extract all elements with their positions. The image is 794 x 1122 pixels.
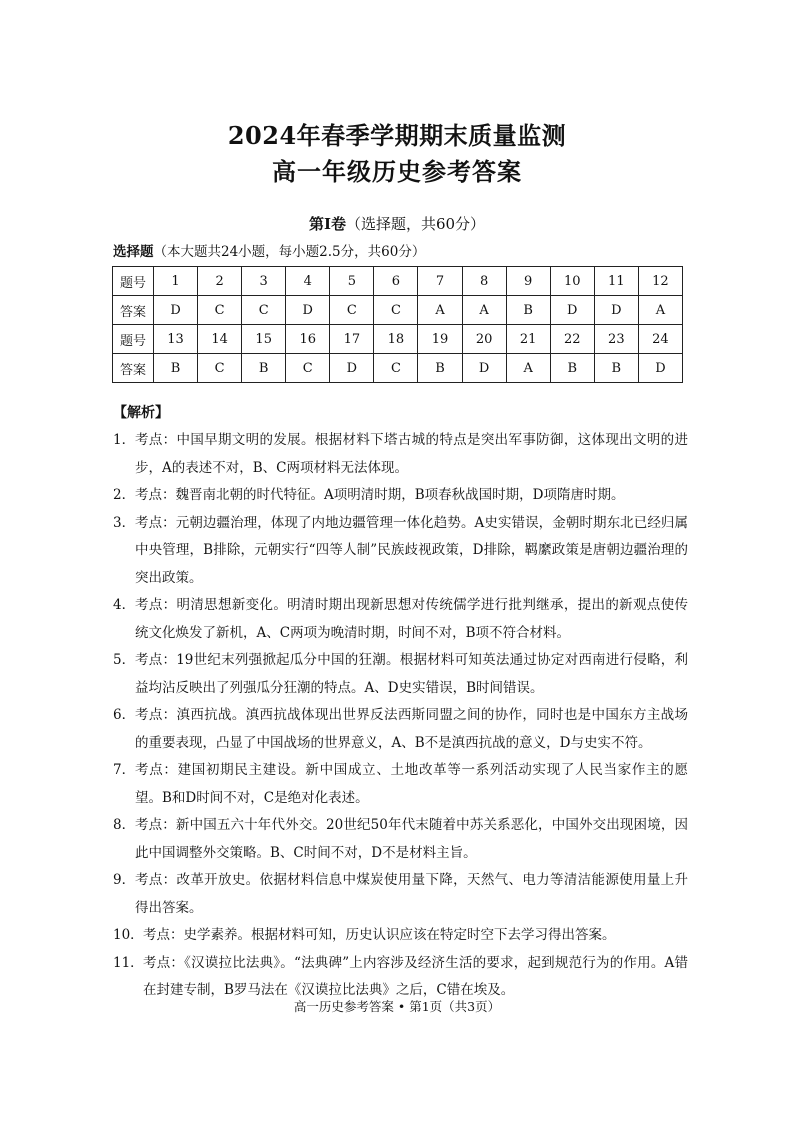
table-cell: 15: [242, 325, 286, 354]
list-item: [113, 592, 688, 647]
table-cell: 11: [594, 267, 638, 296]
table-cell: C: [374, 354, 418, 383]
table-cell: 22: [550, 325, 594, 354]
volume-detail: （选择题，共60分）: [345, 215, 486, 233]
item-number: 10．: [113, 927, 144, 943]
section-detail: （本大题共24小题，每小题2.5分，共60分）: [153, 244, 426, 260]
table-cell: 17: [330, 325, 374, 354]
table-cell: 5: [330, 267, 374, 296]
table-row: [113, 267, 683, 296]
item-text: 考点：明清思想新变化。明清时期出现新思想对传统儒学进行批判继承，提出的新观点使传统文化焕发了新机，A、C两项为晚清时期，时间不对，B项不符合材料。: [135, 597, 688, 641]
item-number: 1．: [113, 432, 136, 448]
list-item: [113, 757, 688, 812]
volume-heading: [0, 213, 794, 234]
table-cell: 16: [286, 325, 330, 354]
table-cell: B: [594, 354, 638, 383]
list-item: [113, 482, 688, 510]
table-cell: D: [594, 296, 638, 325]
table-cell: 7: [418, 267, 462, 296]
list-item: [113, 867, 688, 922]
volume-name: 第Ⅰ卷: [308, 215, 346, 233]
list-item: [113, 427, 688, 482]
table-cell: 6: [374, 267, 418, 296]
item-text: 考点：新中国五六十年代外交。20世纪50年代末随着中苏关系恶化，中国外交出现困境，因此中国调整外交策略。B、C时间不对，D不是材料主旨。: [135, 817, 688, 861]
answer-table: [112, 266, 683, 383]
page-title: 2024年春季学期期末质量监测: [227, 121, 567, 150]
page-subtitle: 高一年级历史参考答案: [272, 157, 522, 186]
table-cell: D: [330, 354, 374, 383]
table-cell: A: [418, 296, 462, 325]
table-cell: 19: [418, 325, 462, 354]
item-number: 4．: [113, 597, 136, 613]
table-cell: B: [242, 354, 286, 383]
table-cell: D: [286, 296, 330, 325]
table-cell: 3: [242, 267, 286, 296]
table-cell: C: [198, 354, 242, 383]
item-text: 考点：19世纪末列强掀起瓜分中国的狂潮。根据材料可知英法通过协定对西南进行侵略，利益均沾反映出了列强瓜分狂潮的特点。A、D史实错误，B时间错误。: [135, 652, 688, 696]
table-cell: C: [374, 296, 418, 325]
table-cell: 8: [462, 267, 506, 296]
item-number: 11．: [113, 954, 144, 971]
list-item: [113, 702, 688, 757]
item-number: 5．: [113, 652, 136, 668]
item-text: 考点：《汉谟拉比法典》。“法典碑”上内容涉及经济生活的要求，起到规范行为的作用。A错在封建专制，B罗马法在《汉谟拉比法典》之后，C错在埃及。: [143, 954, 688, 998]
table-cell: C: [242, 296, 286, 325]
table-cell: 9: [506, 267, 550, 296]
table-cell: D: [638, 354, 682, 383]
table-cell: 14: [198, 325, 242, 354]
table-cell: 题号: [113, 325, 154, 354]
table-cell: C: [286, 354, 330, 383]
table-row: [113, 325, 683, 354]
item-text: 考点：滇西抗战。滇西抗战体现出世界反法西斯同盟之间的协作，同时也是中国东方主战场的重要表现，凸显了中国战场的世界意义，A、B不是滇西抗战的意义，D与史实不符。: [135, 707, 688, 751]
table-row: [113, 354, 683, 383]
list-item: [113, 812, 688, 867]
item-text: 考点：魏晋南北朝的时代特征。A项明清时期，B项春秋战国时期，D项隋唐时期。: [135, 487, 625, 503]
table-cell: B: [154, 354, 198, 383]
table-cell: 10: [550, 267, 594, 296]
table-cell: C: [330, 296, 374, 325]
table-cell: 18: [374, 325, 418, 354]
list-item: [113, 647, 688, 702]
table-cell: B: [418, 354, 462, 383]
table-cell: B: [506, 296, 550, 325]
table-cell: 2: [198, 267, 242, 296]
item-text: 考点：建国初期民主建设。新中国成立、土地改革等一系列活动实现了人民当家作主的愿望。B和D时间不对，C是绝对化表述。: [135, 762, 688, 806]
item-number: 2．: [113, 487, 136, 503]
table-cell: 答案: [113, 296, 154, 325]
table-cell: C: [198, 296, 242, 325]
table-cell: A: [506, 354, 550, 383]
analysis-heading: 【解析】: [113, 405, 169, 421]
table-cell: 12: [638, 267, 682, 296]
item-number: 9．: [113, 872, 136, 888]
list-item: [113, 922, 688, 950]
table-cell: 1: [154, 267, 198, 296]
table-cell: 题号: [113, 267, 154, 296]
table-cell: D: [154, 296, 198, 325]
section-label: 选择题: [113, 244, 154, 260]
table-cell: B: [550, 354, 594, 383]
table-cell: 21: [506, 325, 550, 354]
section-heading: [113, 240, 425, 260]
table-cell: 24: [638, 325, 682, 354]
item-text: 考点：史学素养。根据材料可知，历史认识应该在特定时空下去学习得出答案。: [143, 927, 616, 943]
item-number: 6．: [113, 707, 136, 723]
table-cell: 答案: [113, 354, 154, 383]
table-cell: 4: [286, 267, 330, 296]
table-cell: A: [638, 296, 682, 325]
table-cell: 23: [594, 325, 638, 354]
analysis-list: [113, 427, 688, 1005]
table-row: [113, 296, 683, 325]
table-cell: D: [550, 296, 594, 325]
item-number: 8．: [113, 817, 136, 833]
table-cell: 13: [154, 325, 198, 354]
item-text: 考点：中国早期文明的发展。根据材料下塔古城的特点是突出军事防御，这体现出文明的进步，A的表述不对，B、C两项材料无法体现。: [135, 432, 688, 476]
table-cell: D: [462, 354, 506, 383]
item-number: 3．: [113, 514, 136, 531]
table-cell: 20: [462, 325, 506, 354]
item-text: 考点：改革开放史。依据材料信息中煤炭使用量下降，天然气、电力等清洁能源使用量上升得出答案。: [135, 872, 688, 916]
list-item: [113, 510, 688, 593]
table-cell: A: [462, 296, 506, 325]
item-number: 7．: [113, 762, 136, 778]
item-text: 考点：元朝边疆治理，体现了内地边疆管理一体化趋势。A史实错误，金朝时期东北已经归属中央管理，B排除，元朝实行“四等人制”民族歧视政策，D排除，羁縻政策是唐朝边疆治理的突出政策。: [135, 514, 688, 586]
page-footer: 高一历史参考答案 • 第1页（共3页）: [293, 999, 501, 1014]
